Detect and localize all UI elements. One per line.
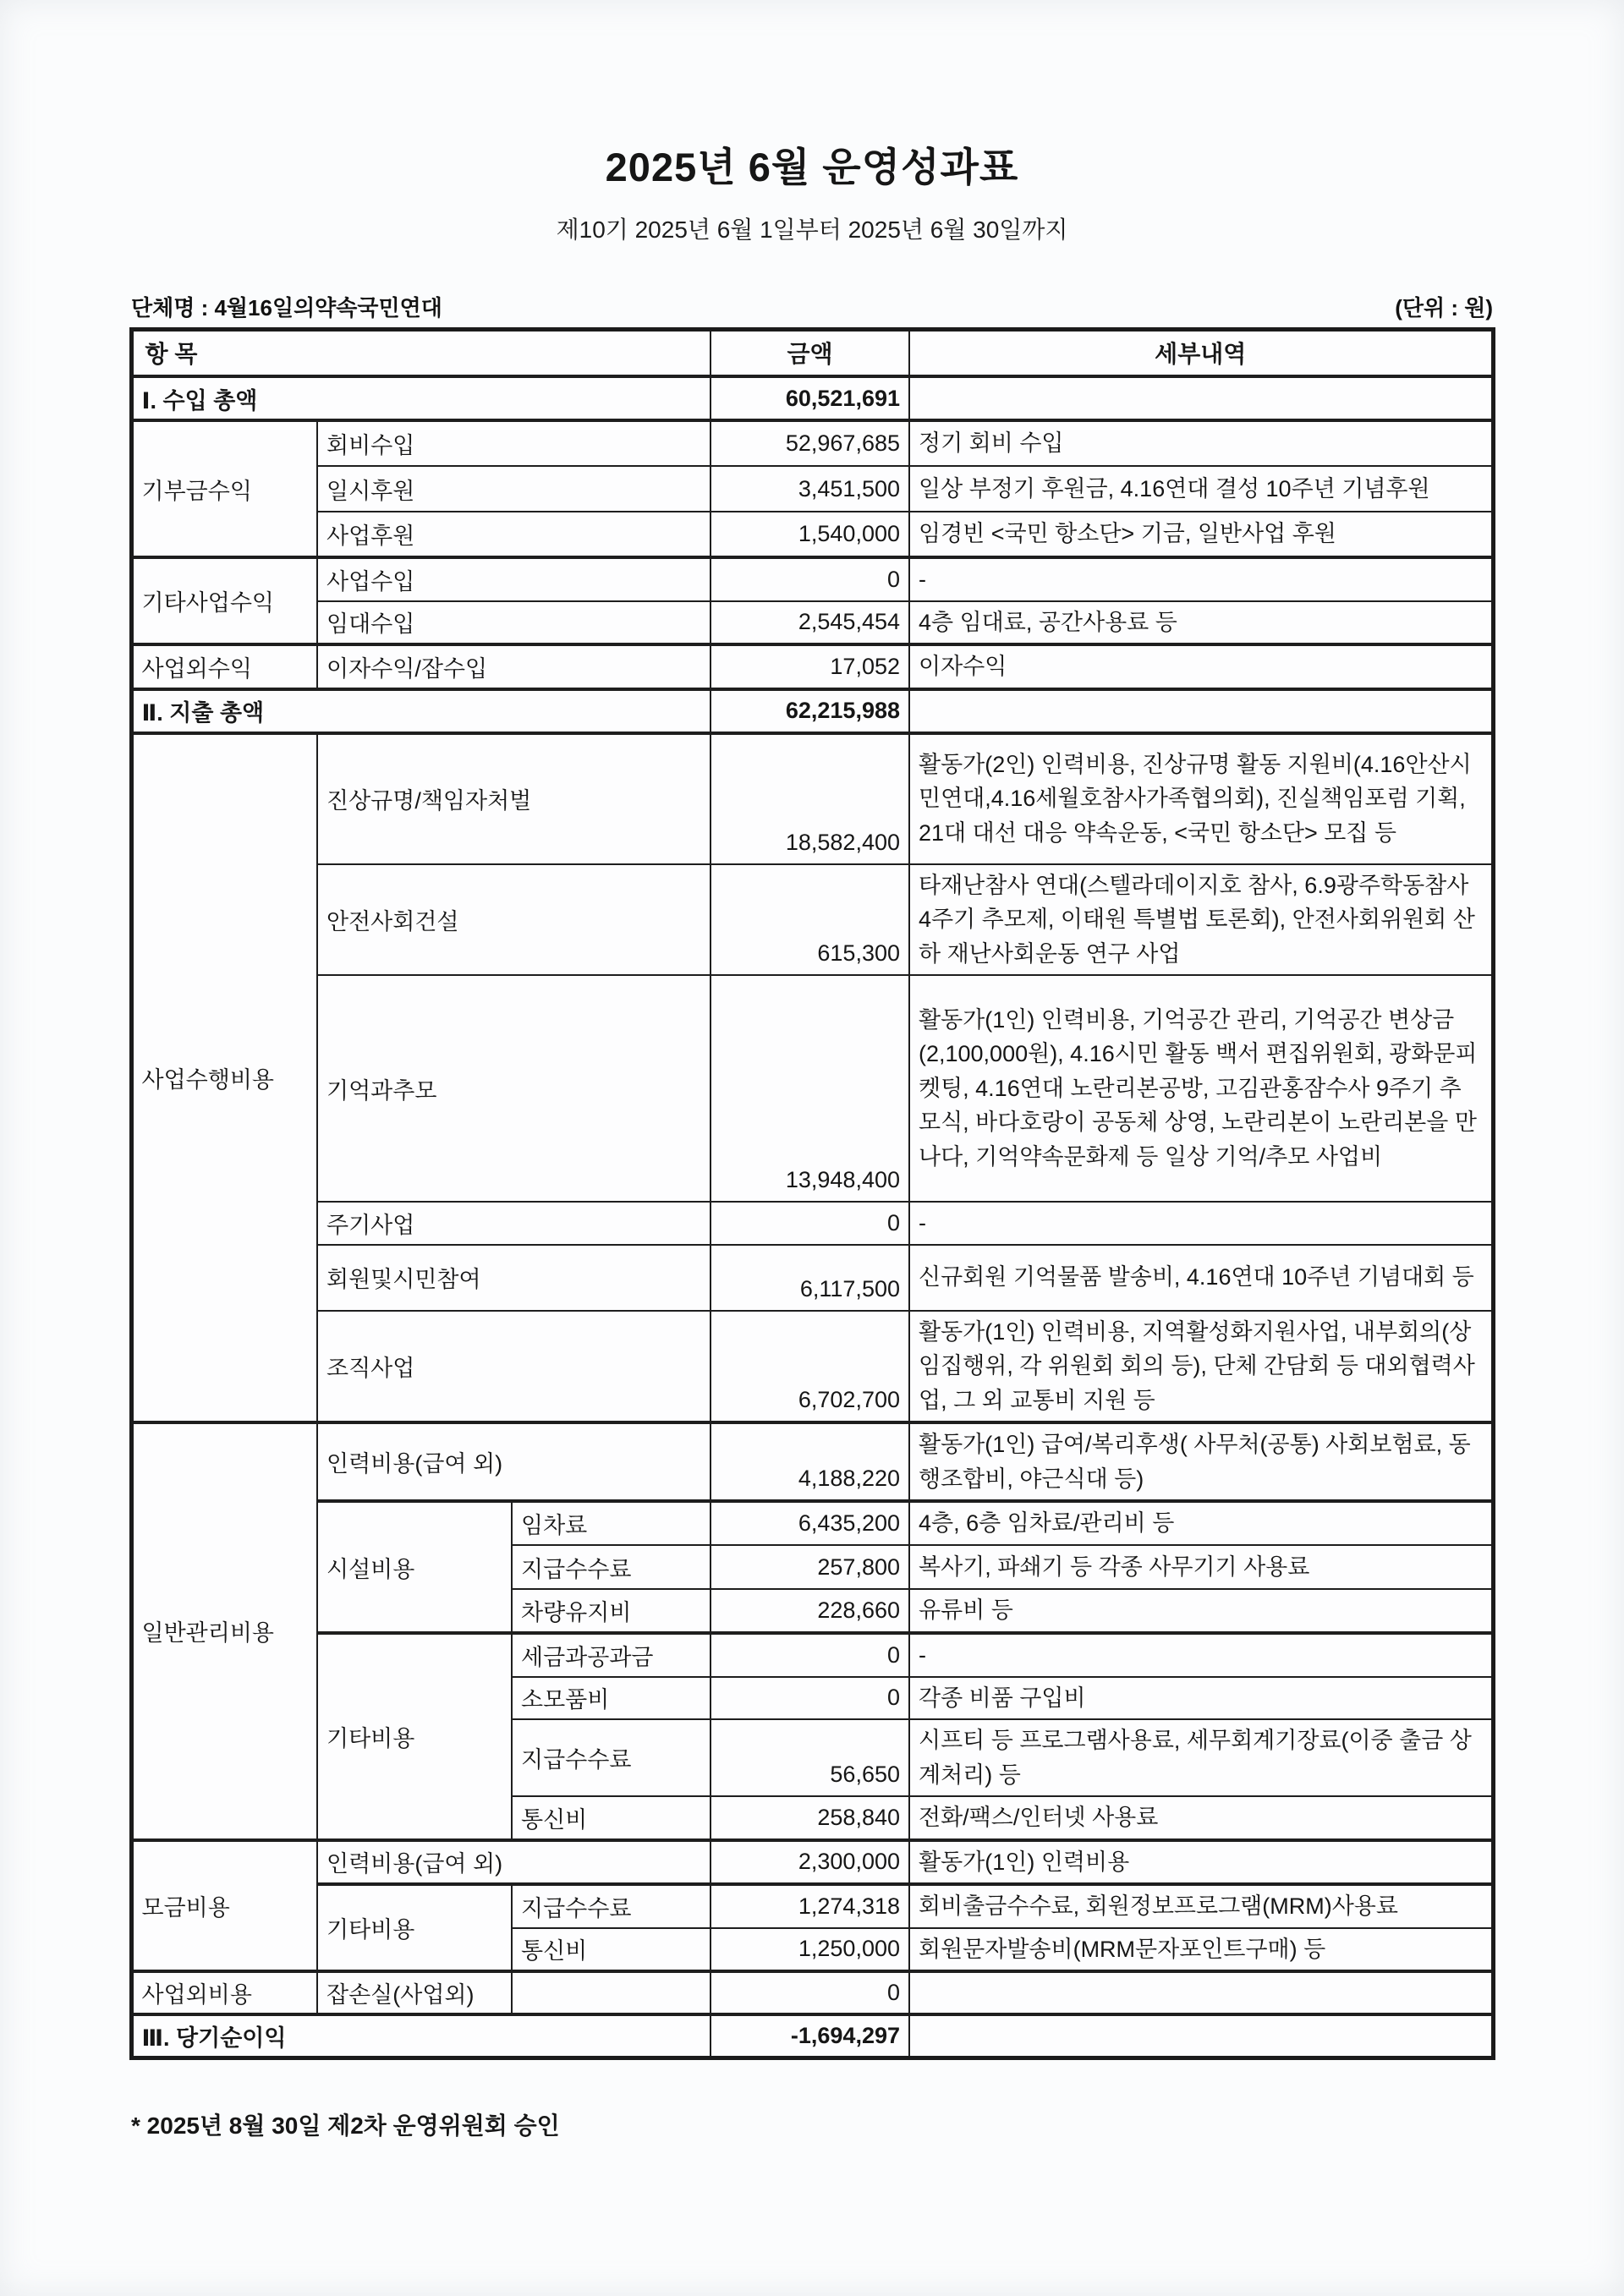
item-label: 기억과추모: [317, 975, 710, 1202]
item-amount: 258,840: [710, 1796, 909, 1840]
subgroup-label-other-expense: 기타비용: [317, 1884, 512, 1971]
item-amount: 257,800: [710, 1545, 909, 1589]
net-income-detail: [909, 2014, 1493, 2058]
table-row: [131, 1633, 1493, 1677]
group-label-donation-income: 기부금수익: [131, 420, 317, 557]
item-detail: 일상 부정기 후원금, 4.16연대 결성 10주년 기념후원: [909, 466, 1493, 512]
table-row: [131, 512, 1493, 557]
item-label: 인력비용(급여 외): [317, 1840, 710, 1885]
row-income-total: [131, 376, 1493, 420]
expense-total-amount: 62,215,988: [710, 689, 909, 733]
income-total-detail: [909, 376, 1493, 420]
item-detail: 회비출금수수료, 회원정보프로그램(MRM)사용료: [909, 1884, 1493, 1928]
item-label: 사업후원: [317, 512, 710, 557]
item-amount: 1,540,000: [710, 512, 909, 557]
item-amount: 17,052: [710, 644, 909, 689]
item-detail: 4층 임대료, 공간사용료 등: [909, 601, 1493, 645]
table-row: [131, 601, 1493, 645]
expense-total-detail: [909, 689, 1493, 733]
item-label: 이자수익/잡수입: [317, 644, 710, 689]
item-detail: 타재난참사 연대(스텔라데이지호 참사, 6.9광주학동참사 4주기 추모제, 이태원 특별법 토론회), 안전사회위원회 산하 재난사회운동 연구 사업: [909, 864, 1493, 976]
item-detail: 활동가(2인) 인력비용, 진상규명 활동 지원비(4.16안산시민연대,4.16세월호참사가족협의회), 진실책임포럼 기획, 21대 대선 대응 약속운동, <국민 항소단> 모집 등: [909, 733, 1493, 864]
group-label-non-business-income: 사업외수익: [131, 644, 317, 689]
empty-cell: [512, 1971, 710, 2014]
item-label: 잡손실(사업외): [317, 1971, 512, 2014]
item-amount: 0: [710, 1633, 909, 1677]
item-label: 차량유지비: [512, 1589, 710, 1633]
item-detail: 4층, 6층 임차료/관리비 등: [909, 1501, 1493, 1545]
table-row: [131, 466, 1493, 512]
col-header-detail: 세부내역: [909, 329, 1493, 376]
item-detail: -: [909, 1202, 1493, 1245]
table-row: [131, 1422, 1493, 1501]
item-detail: [909, 1971, 1493, 2014]
item-amount: 228,660: [710, 1589, 909, 1633]
group-label-other-business-income: 기타사업수익: [131, 557, 317, 644]
item-amount: 6,702,700: [710, 1311, 909, 1423]
item-detail: 활동가(1인) 인력비용, 기억공간 관리, 기억공간 변상금(2,100,000원), 4.16시민 활동 백서 편집위원회, 광화문피켓팅, 4.16연대 노란리본공방, 고김관홍잠수사 9주기 추모식, 바다호랑이 공동체 상영, 노란리본이 노란리본을 만나다, 기억약속문화제 등 일상 기억/추모 사업비: [909, 975, 1493, 1202]
item-detail: 전화/팩스/인터넷 사용료: [909, 1796, 1493, 1840]
item-label: 통신비: [512, 1796, 710, 1840]
item-label: 인력비용(급여 외): [317, 1422, 710, 1501]
group-label-general-admin: 일반관리비용: [131, 1422, 317, 1840]
group-label-program-expense: 사업수행비용: [131, 733, 317, 1423]
net-income-label: Ⅲ. 당기순이익: [131, 2014, 710, 2058]
item-detail: 유류비 등: [909, 1589, 1493, 1633]
item-label: 지급수수료: [512, 1884, 710, 1928]
item-detail: 회원문자발송비(MRM문자포인트구매) 등: [909, 1928, 1493, 1972]
row-expense-total: [131, 689, 1493, 733]
group-label-fundraising: 모금비용: [131, 1840, 317, 1972]
item-label: 안전사회건설: [317, 864, 710, 976]
income-total-label: Ⅰ. 수입 총액: [131, 376, 710, 420]
approval-footnote: * 2025년 8월 30일 제2차 운영위원회 승인: [131, 2112, 560, 2140]
item-amount: 1,250,000: [710, 1928, 909, 1972]
item-detail: 정기 회비 수입: [909, 420, 1493, 466]
income-total-amount: 60,521,691: [710, 376, 909, 420]
group-label-non-business-expense: 사업외비용: [131, 1971, 317, 2014]
item-label: 통신비: [512, 1928, 710, 1972]
expense-total-label: Ⅱ. 지출 총액: [131, 689, 710, 733]
item-detail: 복사기, 파쇄기 등 각종 사무기기 사용료: [909, 1545, 1493, 1589]
item-amount: 0: [710, 1202, 909, 1245]
organization-name: 단체명 : 4월16일의약속국민연대: [131, 294, 442, 321]
table-row: [131, 975, 1493, 1202]
subgroup-label-facility-expense: 시설비용: [317, 1501, 512, 1633]
table-row: [131, 557, 1493, 601]
table-row: [131, 1971, 1493, 2014]
item-label: 일시후원: [317, 466, 710, 512]
item-amount: 18,582,400: [710, 733, 909, 864]
item-detail: 임경빈 <국민 항소단> 기금, 일반사업 후원: [909, 512, 1493, 557]
table-row: [131, 1884, 1493, 1928]
report-title: 2025년 6월 운영성과표: [605, 145, 1019, 189]
item-detail: 활동가(1인) 인력비용: [909, 1840, 1493, 1885]
item-amount: 0: [710, 557, 909, 601]
item-amount: 2,300,000: [710, 1840, 909, 1885]
item-label: 조직사업: [317, 1311, 710, 1423]
item-amount: 6,435,200: [710, 1501, 909, 1545]
subgroup-label-other-expense: 기타비용: [317, 1633, 512, 1840]
operating-statement-table: [129, 327, 1495, 2061]
table-header-row: [131, 329, 1493, 376]
item-label: 소모품비: [512, 1677, 710, 1720]
item-amount: 52,967,685: [710, 420, 909, 466]
net-income-amount: -1,694,297: [710, 2014, 909, 2058]
item-label: 임차료: [512, 1501, 710, 1545]
table-row: [131, 1245, 1493, 1311]
item-amount: 6,117,500: [710, 1245, 909, 1311]
item-label: 주기사업: [317, 1202, 710, 1245]
item-detail: 신규회원 기억물품 발송비, 4.16연대 10주년 기념대회 등: [909, 1245, 1493, 1311]
item-detail: 활동가(1인) 인력비용, 지역활성화지원사업, 내부회의(상임집행위, 각 위원회 회의 등), 단체 간담회 등 대외협력사업, 그 외 교통비 지원 등: [909, 1311, 1493, 1423]
table-row: [131, 733, 1493, 864]
item-label: 사업수입: [317, 557, 710, 601]
row-net-income: [131, 2014, 1493, 2058]
item-amount: 0: [710, 1677, 909, 1720]
col-header-amount: 금액: [710, 329, 909, 376]
item-detail: -: [909, 557, 1493, 601]
col-header-item: 항 목: [131, 329, 710, 376]
table-row: [131, 420, 1493, 466]
item-label: 세금과공과금: [512, 1633, 710, 1677]
item-amount: 3,451,500: [710, 466, 909, 512]
item-amount: 2,545,454: [710, 601, 909, 645]
item-label: 임대수입: [317, 601, 710, 645]
table-row: [131, 1202, 1493, 1245]
currency-unit-label: (단위 : 원): [1395, 294, 1493, 321]
item-amount: 56,650: [710, 1719, 909, 1796]
item-detail: -: [909, 1633, 1493, 1677]
table-row: [131, 644, 1493, 689]
item-detail: 이자수익: [909, 644, 1493, 689]
item-label: 회비수입: [317, 420, 710, 466]
item-label: 진상규명/책임자처벌: [317, 733, 710, 864]
table-row: [131, 1840, 1493, 1885]
item-amount: 1,274,318: [710, 1884, 909, 1928]
item-amount: 13,948,400: [710, 975, 909, 1202]
report-period: 제10기 2025년 6월 1일부터 2025년 6월 30일까지: [556, 216, 1068, 243]
item-label: 지급수수료: [512, 1719, 710, 1796]
item-amount: 615,300: [710, 864, 909, 976]
report-meta-row: [131, 291, 1493, 322]
item-detail: 각종 비품 구입비: [909, 1677, 1493, 1720]
item-amount: 4,188,220: [710, 1422, 909, 1501]
table-row: [131, 1311, 1493, 1423]
item-amount: 0: [710, 1971, 909, 2014]
table-row: [131, 864, 1493, 976]
item-label: 회원및시민참여: [317, 1245, 710, 1311]
item-detail: 활동가(1인) 급여/복리후생( 사무처(공통) 사회보험료, 동행조합비, 야근식대 등): [909, 1422, 1493, 1501]
table-row: [131, 1501, 1493, 1545]
item-label: 지급수수료: [512, 1545, 710, 1589]
item-detail: 시프티 등 프로그램사용료, 세무회계기장료(이중 출금 상계처리) 등: [909, 1719, 1493, 1796]
